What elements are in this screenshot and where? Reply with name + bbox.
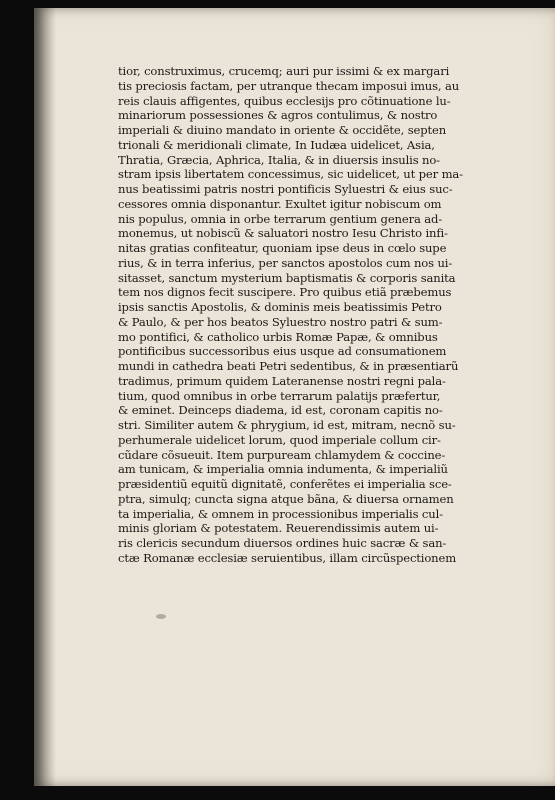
text-line: monemus, ut nobiscũ & saluatori nostro Iesu Christo infi- (118, 226, 448, 241)
text-line: tradimus, primum quidem Lateranense nostri regni pala- (118, 373, 446, 388)
text-line: ipsis sanctis Apostolis, & dominis meis beatissimis Petro (118, 300, 442, 314)
text-line: tem nos dignos fecit suscipere. Pro quibus etiã præbemus (118, 285, 452, 300)
text-line: ctæ Romanæ ecclesiæ seruientibus, illam circũspectionem (118, 550, 457, 565)
text-line: reis clauis affigentes, quibus ecclesijs pro cõtinuatione lu- (118, 93, 451, 108)
text-line: tis preciosis factam, per utranque thecam imposui imus, au (118, 78, 460, 93)
text-line: cessores omnia disponantur. Exultet igitur nobiscum om (118, 196, 442, 211)
ink-smudge (156, 614, 166, 619)
text-line: imperiali & diuino mandato in oriente & occidẽte, septen (118, 123, 447, 137)
text-line: minis gloriam & potestatem. Reuerendissimis autem ui- (118, 521, 439, 536)
text-line: tium, quod omnibus in orbe terrarum palatijs præfertur, (118, 388, 441, 403)
text-line: sitasset, sanctum mysterium baptismatis & corporis sanita (118, 270, 456, 285)
text-line: cũdare cõsueuit. Item purpuream chlamydem & coccine- (118, 447, 446, 462)
text-line: stri. Similiter autem & phrygium, id est, mitram, necnõ su- (118, 418, 456, 432)
text-line: stram ipsis libertatem concessimus, sic uidelicet, ut per ma- (118, 167, 463, 182)
text-line: pontificibus successoribus eius usque ad consumationem (118, 344, 447, 359)
text-line: nis populus, omnia in orbe terrarum gentium genera ad- (118, 211, 443, 226)
text-line: ta imperialia, & omnem in processionibus imperialis cul- (118, 506, 443, 521)
text-line: minariorum possessiones & agros contulimus, & nostro (118, 108, 438, 123)
text-line: tior, construximus, crucemq; auri pur issimi & ex margari (118, 64, 450, 78)
text-line: ris clericis secundum diuersos ordines huic sacræ & san- (118, 536, 447, 550)
page-gutter-shadow (34, 8, 56, 786)
text-line: mundi in cathedra beati Petri sedentibus, & in præsentiarũ (118, 359, 459, 373)
text-line: am tunicam, & imperialia omnia indumenta, & imperialiũ (118, 462, 448, 477)
text-line: trionali & meridionali climate, In Iudæa uidelicet, Asia, (118, 137, 435, 152)
text-line: nitas gratias confiteatur, quoniam ipse deus in cœlo supe (118, 241, 447, 255)
text-line: ptra, simulq; cuncta signa atque bãna, & diuersa ornamen (118, 491, 454, 506)
text-line: mo pontifici, & catholico urbis Romæ Papæ, & omnibus (118, 329, 438, 344)
text-line: Thratia, Græcia, Aphrica, Italia, & in diuersis insulis no- (118, 152, 440, 167)
text-line: perhumerale uidelicet lorum, quod imperiale collum cir- (118, 432, 441, 447)
text-line: præsidentiũ equitũ dignitatẽ, conferẽtes ei imperialia sce- (118, 477, 452, 491)
text-line: nus beatissimi patris nostri pontificis Syluestri & eius suc- (118, 182, 453, 196)
body-text (118, 64, 538, 566)
text-line: & eminet. Deinceps diadema, id est, coronam capitis no- (118, 403, 443, 418)
text-line: rius, & in terra inferius, per sanctos apostolos cum nos ui- (118, 255, 453, 270)
text-line: & Paulo, & per hos beatos Syluestro nostro patri & sum- (118, 314, 443, 329)
